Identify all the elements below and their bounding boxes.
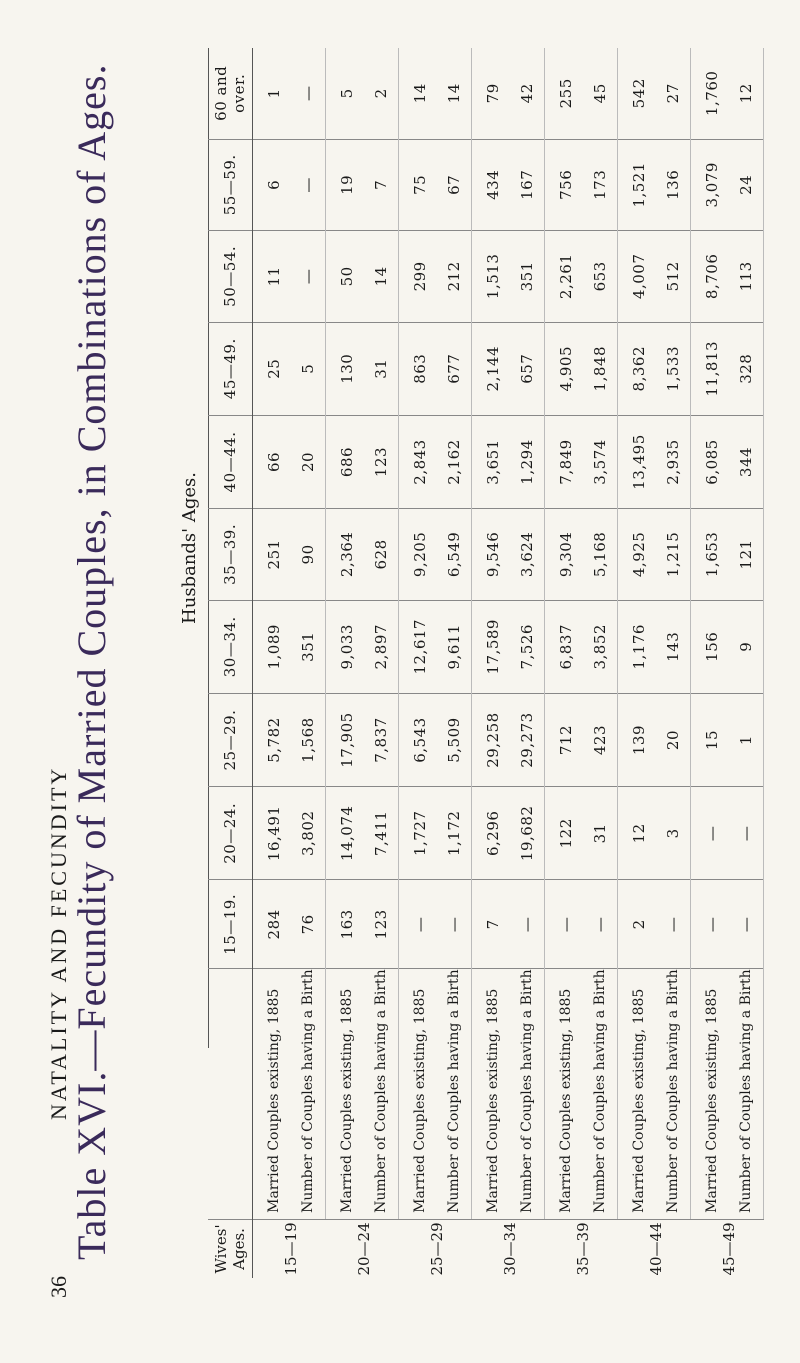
wives-ages-header: Wives' Ages. [208, 1219, 253, 1278]
table-cell: 3,574 [583, 415, 618, 508]
table-cell: 351 [291, 600, 326, 693]
table-cell: 9,033 [326, 600, 365, 693]
table-cell: 11,813 [691, 322, 730, 415]
table-cell: 31 [364, 322, 399, 415]
table-cell: 4,905 [545, 322, 584, 415]
fecundity-table [172, 48, 762, 1278]
table-cell: 5,509 [437, 693, 472, 786]
table-cell: 13,495 [618, 415, 657, 508]
table-cell: 17,905 [326, 693, 365, 786]
table-cell: 50 [326, 231, 365, 323]
table-cell: 1,176 [618, 600, 657, 693]
table-cell: 113 [729, 231, 764, 323]
table-cell: 7,837 [364, 693, 399, 786]
table-cell: 139 [618, 693, 657, 786]
table-cell: — [291, 48, 326, 139]
table-cell: 9,205 [399, 509, 438, 601]
table-cell: 123 [364, 880, 399, 969]
table-cell: 9,304 [545, 509, 584, 601]
table-cell: 2,162 [437, 415, 472, 508]
table-row [364, 48, 399, 1278]
table-cell: 1,760 [691, 48, 730, 139]
table-cell: 344 [729, 415, 764, 508]
table-cell: 15 [691, 693, 730, 786]
table-cell: 2,261 [545, 231, 584, 323]
table-cell: 284 [253, 880, 292, 969]
table-cell: 121 [729, 509, 764, 601]
table-cell: — [729, 787, 764, 880]
table-cell: 12 [618, 787, 657, 880]
table-cell: 5 [326, 48, 365, 139]
wives-age-cell: 25—29 [399, 1219, 472, 1278]
table-cell: 5,782 [253, 693, 292, 786]
table-cell: 25 [253, 322, 292, 415]
table-row [399, 48, 438, 1278]
table-cell: 1 [729, 693, 764, 786]
table-cell: 5,168 [583, 509, 618, 601]
row-label: Number of Couples having a Birth [729, 969, 764, 1220]
table-cell: — [691, 787, 730, 880]
table-cell: 2,935 [656, 415, 691, 508]
row-label: Number of Couples having a Birth [583, 969, 618, 1220]
wives-age-cell: 30—34 [472, 1219, 545, 1278]
table-cell: 1,568 [291, 693, 326, 786]
table-cell: 351 [510, 231, 545, 323]
table-cell: — [691, 880, 730, 969]
table-cell: 677 [437, 322, 472, 415]
table-cell: 3 [656, 787, 691, 880]
table-cell: 1,727 [399, 787, 438, 880]
table-cell: 42 [510, 48, 545, 139]
table-cell: 9 [729, 600, 764, 693]
row-label: Number of Couples having a Birth [291, 969, 326, 1220]
table-cell: 4,925 [618, 509, 657, 601]
table-cell: 6,296 [472, 787, 511, 880]
table-cell: 2,364 [326, 509, 365, 601]
table-cell: 66 [253, 415, 292, 508]
husband-age-header: 15—19. [208, 880, 253, 969]
description-header [208, 969, 253, 1220]
table-cell: 79 [472, 48, 511, 139]
table-row [691, 48, 730, 1278]
table-cell: 423 [583, 693, 618, 786]
table-cell: 6,837 [545, 600, 584, 693]
table-cell: 863 [399, 322, 438, 415]
row-label: Number of Couples having a Birth [364, 969, 399, 1220]
row-label: Number of Couples having a Birth [437, 969, 472, 1220]
table-cell: — [656, 880, 691, 969]
table-cell: 255 [545, 48, 584, 139]
table-cell: 512 [656, 231, 691, 323]
table-cell: 1,089 [253, 600, 292, 693]
table-cell: 1 [253, 48, 292, 139]
table-cell: 299 [399, 231, 438, 323]
data-table [208, 48, 764, 1278]
table-row [326, 48, 365, 1278]
table-cell: 3,079 [691, 139, 730, 231]
table-cell: 653 [583, 231, 618, 323]
table-cell: 1,653 [691, 509, 730, 601]
table-cell: 9,546 [472, 509, 511, 601]
table-cell: 1,533 [656, 322, 691, 415]
table-cell: — [510, 880, 545, 969]
wives-age-cell: 40—44 [618, 1219, 691, 1278]
table-cell: 9,611 [437, 600, 472, 693]
table-cell: 1,513 [472, 231, 511, 323]
table-cell: 542 [618, 48, 657, 139]
table-cell: 31 [583, 787, 618, 880]
table-cell: 2 [618, 880, 657, 969]
table-cell: 130 [326, 322, 365, 415]
table-cell: 19,682 [510, 787, 545, 880]
table-row [545, 48, 584, 1278]
table-title: Table XVI.—Fecundity of Married Couples, in Combinations of Ages. [69, 63, 114, 1260]
husband-age-header: 45—49. [208, 322, 253, 415]
table-cell: 756 [545, 139, 584, 231]
running-header: NATALITY AND FECUNDITY [46, 765, 71, 1120]
table-cell: 1,215 [656, 509, 691, 601]
table-cell: 2,843 [399, 415, 438, 508]
wives-age-cell: 45—49 [691, 1219, 764, 1278]
husband-age-header: 50—54. [208, 231, 253, 323]
row-label: Married Couples existing, 1885 [558, 988, 574, 1213]
table-row [291, 48, 326, 1278]
table-row [729, 48, 764, 1278]
table-cell: 1,521 [618, 139, 657, 231]
table-cell: 29,273 [510, 693, 545, 786]
table-row [437, 48, 472, 1278]
table-cell: 14 [437, 48, 472, 139]
table-cell: 76 [291, 880, 326, 969]
table-cell: 686 [326, 415, 365, 508]
table-cell: 2,144 [472, 322, 511, 415]
husband-age-header: 30—34. [208, 600, 253, 693]
husband-age-header: 35—39. [208, 509, 253, 601]
row-label: Married Couples existing, 1885 [704, 988, 720, 1213]
table-cell: 12 [729, 48, 764, 139]
table-cell: 7,411 [364, 787, 399, 880]
table-cell: 14 [399, 48, 438, 139]
table-cell: 212 [437, 231, 472, 323]
table-cell: 163 [326, 880, 365, 969]
table-cell: 45 [583, 48, 618, 139]
table-row [472, 48, 511, 1278]
table-cell: 1,172 [437, 787, 472, 880]
husband-age-header: 55—59. [208, 139, 253, 231]
table-cell: 3,624 [510, 509, 545, 601]
table-cell: 3,802 [291, 787, 326, 880]
table-row [656, 48, 691, 1278]
table-cell: 27 [656, 48, 691, 139]
table-row [583, 48, 618, 1278]
row-label: Married Couples existing, 1885 [339, 988, 355, 1213]
table-cell: 136 [656, 139, 691, 231]
table-cell: 4,007 [618, 231, 657, 323]
table-cell: 20 [656, 693, 691, 786]
table-cell: — [437, 880, 472, 969]
table-cell: 3,852 [583, 600, 618, 693]
row-label: Married Couples existing, 1885 [412, 988, 428, 1213]
row-label: Married Couples existing, 1885 [631, 988, 647, 1213]
table-cell: 143 [656, 600, 691, 693]
table-cell: 19 [326, 139, 365, 231]
table-cell: 8,362 [618, 322, 657, 415]
table-cell: 75 [399, 139, 438, 231]
table-row [253, 48, 292, 1278]
table-cell: 657 [510, 322, 545, 415]
table-cell: 90 [291, 509, 326, 601]
table-cell: 29,258 [472, 693, 511, 786]
table-cell: 14,074 [326, 787, 365, 880]
husband-age-header: 40—44. [208, 415, 253, 508]
table-cell: 1,294 [510, 415, 545, 508]
table-cell: — [291, 139, 326, 231]
table-cell: 8,706 [691, 231, 730, 323]
table-cell: 7 [472, 880, 511, 969]
table-cell: 1,848 [583, 322, 618, 415]
table-cell: 5 [291, 322, 326, 415]
table-cell: 328 [729, 322, 764, 415]
table-cell: 173 [583, 139, 618, 231]
table-row [618, 48, 657, 1278]
table-cell: 3,651 [472, 415, 511, 508]
table-cell: 167 [510, 139, 545, 231]
table-cell: 16,491 [253, 787, 292, 880]
table-cell: 628 [364, 509, 399, 601]
table-cell: 7,526 [510, 600, 545, 693]
wives-age-cell: 35—39 [545, 1219, 618, 1278]
page-number: 36 [46, 1276, 71, 1298]
table-cell: 434 [472, 139, 511, 231]
table-cell: 7 [364, 139, 399, 231]
table-cell: 17,589 [472, 600, 511, 693]
wives-age-cell: 20—24 [326, 1219, 399, 1278]
table-cell: 24 [729, 139, 764, 231]
table-cell: 122 [545, 787, 584, 880]
table-cell: 14 [364, 231, 399, 323]
husbands-ages-header: Husbands' Ages. [172, 48, 209, 1048]
table-cell: 712 [545, 693, 584, 786]
table-cell: 251 [253, 509, 292, 601]
table-cell: 6,549 [437, 509, 472, 601]
table-cell: 2 [364, 48, 399, 139]
table-cell: 67 [437, 139, 472, 231]
table-cell: — [545, 880, 584, 969]
table-cell: — [583, 880, 618, 969]
husband-age-header: 25—29. [208, 693, 253, 786]
table-cell: 156 [691, 600, 730, 693]
table-cell: 6,085 [691, 415, 730, 508]
table-cell: — [729, 880, 764, 969]
table-cell: 7,849 [545, 415, 584, 508]
table-row [510, 48, 545, 1278]
table-cell: 2,897 [364, 600, 399, 693]
row-label: Number of Couples having a Birth [510, 969, 545, 1220]
table-cell: 6,543 [399, 693, 438, 786]
row-label: Married Couples existing, 1885 [266, 988, 282, 1213]
table-cell: 12,617 [399, 600, 438, 693]
husband-age-header: 60 and over. [208, 48, 253, 139]
table-cell: 123 [364, 415, 399, 508]
table-cell: — [399, 880, 438, 969]
table-cell: 6 [253, 139, 292, 231]
row-label: Married Couples existing, 1885 [485, 988, 501, 1213]
table-cell: 20 [291, 415, 326, 508]
husband-age-header: 20—24. [208, 787, 253, 880]
table-cell: — [291, 231, 326, 323]
wives-age-cell: 15—19 [253, 1219, 326, 1278]
table-cell: 11 [253, 231, 292, 323]
row-label: Number of Couples having a Birth [656, 969, 691, 1220]
